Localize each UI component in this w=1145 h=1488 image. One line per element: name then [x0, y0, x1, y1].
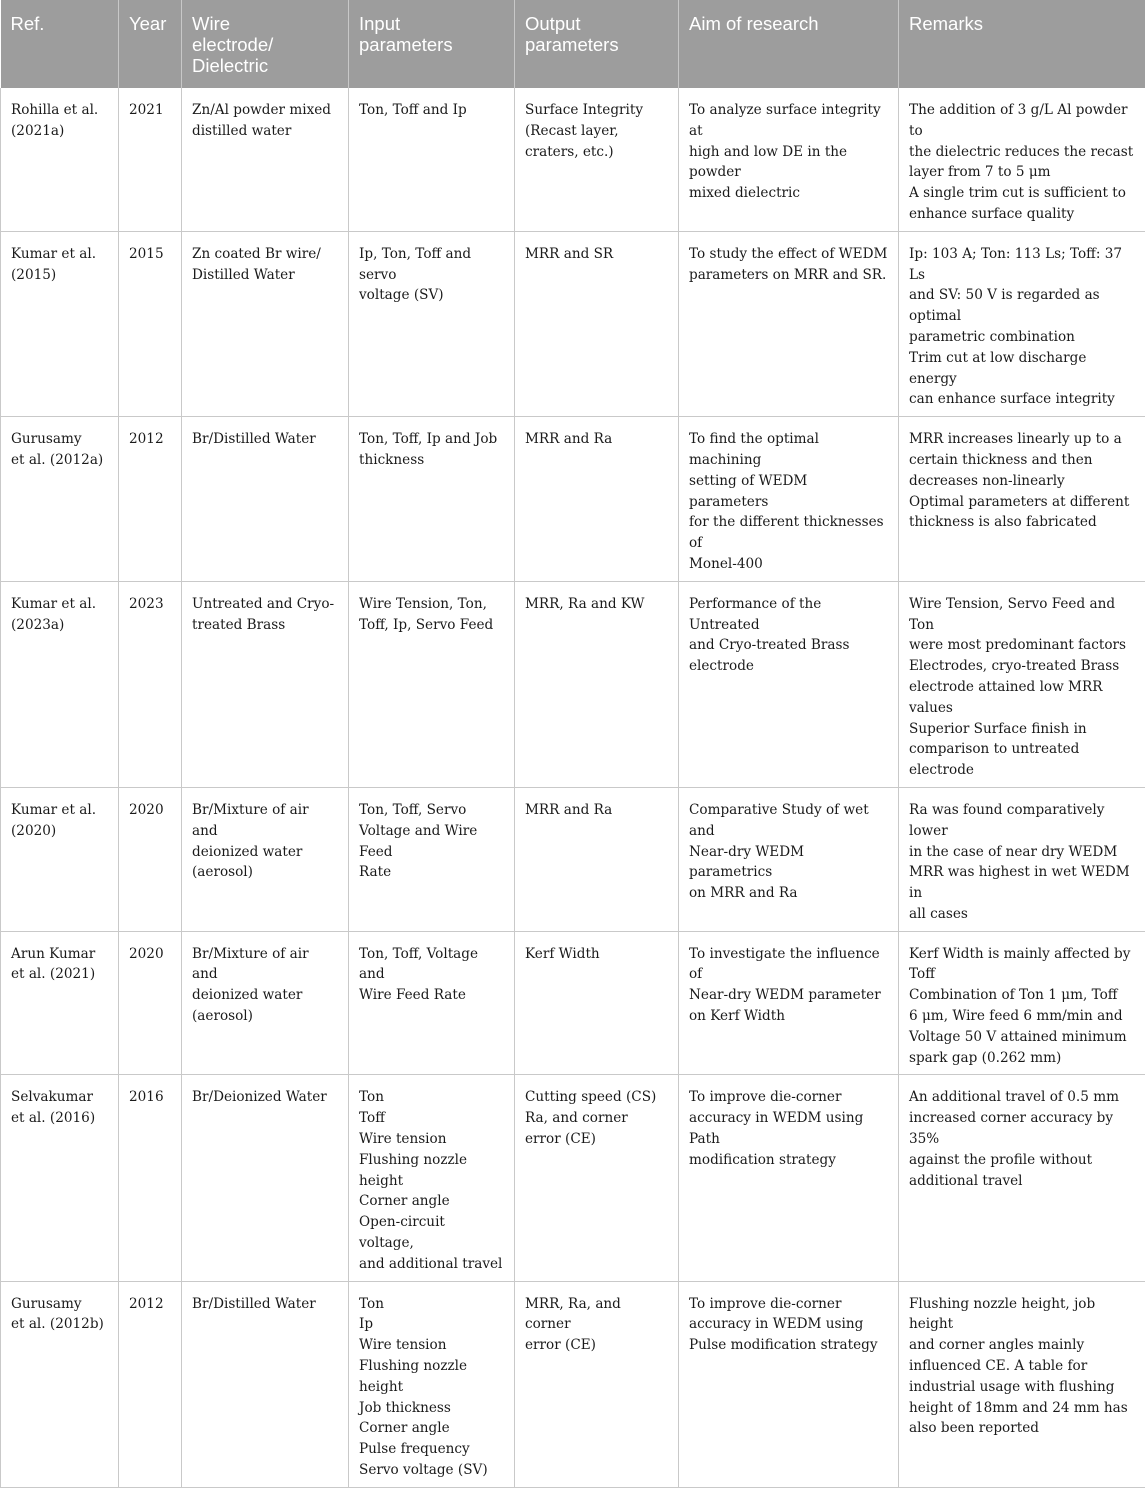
cell-remarks-line: were most predominant factors — [909, 635, 1135, 656]
cell-remarks-line: against the profile without — [909, 1150, 1135, 1171]
cell-aim-line: electrode — [689, 656, 888, 677]
cell-aim-line: Performance of the Untreated — [689, 594, 888, 636]
cell-remarks-line: decreases non-linearly — [909, 471, 1135, 492]
table-row — [1, 787, 1145, 931]
cell-input-parameters — [349, 417, 515, 582]
cell-input-parameters-line: Flushing nozzle height — [359, 1356, 504, 1398]
cell-aim — [679, 1075, 899, 1281]
cell-input-parameters-line: thickness — [359, 450, 504, 471]
cell-aim-line: accuracy in WEDM using Path — [689, 1108, 888, 1150]
cell-aim-line: Near-dry WEDM parameter — [689, 985, 888, 1006]
cell-remarks-line: An additional travel of 0.5 mm — [909, 1087, 1135, 1108]
cell-year — [119, 1075, 182, 1281]
cell-aim-line: high and low DE in the powder — [689, 142, 888, 184]
header-row — [1, 0, 1145, 88]
cell-remarks — [899, 931, 1145, 1075]
cell-remarks-line: increased corner accuracy by 35% — [909, 1108, 1135, 1150]
cell-aim — [679, 581, 899, 787]
cell-ref — [1, 417, 119, 582]
cell-remarks-line: certain thickness and then — [909, 450, 1135, 471]
cell-remarks-line: Optimal parameters at different — [909, 492, 1135, 513]
header-ref-line: Ref. — [11, 13, 109, 34]
cell-wire-dielectric — [182, 417, 349, 582]
cell-output-parameters — [515, 1281, 679, 1487]
cell-ref-line: (2021a) — [11, 121, 108, 142]
cell-wire-dielectric-line: Untreated and Cryo- — [192, 594, 338, 615]
cell-ref — [1, 581, 119, 787]
cell-ref-line: Gurusamy — [11, 429, 108, 450]
header-output — [515, 0, 679, 88]
cell-output-parameters — [515, 1075, 679, 1281]
cell-aim — [679, 787, 899, 931]
table-row — [1, 931, 1145, 1075]
cell-input-parameters-line: Wire Feed Rate — [359, 985, 504, 1006]
cell-remarks-line: Toff — [909, 964, 1135, 985]
header-remarks — [899, 0, 1145, 88]
cell-remarks-line: MRR increases linearly up to a — [909, 429, 1135, 450]
cell-ref-line: Selvakumar — [11, 1087, 108, 1108]
cell-input-parameters-line: Wire tension — [359, 1129, 504, 1150]
cell-aim — [679, 417, 899, 582]
cell-remarks-line: Combination of Ton 1 μm, Toff — [909, 985, 1135, 1006]
cell-year — [119, 931, 182, 1075]
cell-aim-line: on Kerf Width — [689, 1006, 888, 1027]
cell-remarks-line: additional travel — [909, 1171, 1135, 1192]
cell-input-parameters-line: and additional travel — [359, 1254, 504, 1275]
cell-ref-line: (2020) — [11, 821, 108, 842]
cell-ref — [1, 1281, 119, 1487]
cell-aim-line: Monel-400 — [689, 554, 888, 575]
cell-ref — [1, 1075, 119, 1281]
cell-output-parameters — [515, 787, 679, 931]
header-remarks-line: Remarks — [909, 13, 1136, 34]
cell-ref-line: Arun Kumar — [11, 944, 108, 965]
cell-input-parameters-line: Ip, Ton, Toff and servo — [359, 244, 504, 286]
cell-aim-line: Near-dry WEDM parametrics — [689, 842, 888, 884]
cell-aim-line: and Cryo-treated Brass — [689, 635, 888, 656]
cell-input-parameters — [349, 231, 515, 416]
cell-year-line: 2020 — [129, 944, 171, 965]
cell-ref-line: Kumar et al. — [11, 244, 108, 265]
cell-remarks-line: the dielectric reduces the recast — [909, 142, 1135, 163]
cell-remarks-line: Flushing nozzle height, job height — [909, 1294, 1135, 1336]
cell-input-parameters-line: Ton — [359, 1087, 504, 1108]
cell-remarks-line: Wire Tension, Servo Feed and Ton — [909, 594, 1135, 636]
cell-output-parameters — [515, 88, 679, 231]
cell-input-parameters-line: Wire Tension, Ton, — [359, 594, 504, 615]
cell-remarks-line: Voltage 50 V attained minimum — [909, 1027, 1135, 1048]
table-row — [1, 1075, 1145, 1281]
cell-aim-line: parameters on MRR and SR. — [689, 265, 888, 286]
table-row — [1, 417, 1145, 582]
cell-remarks — [899, 88, 1145, 231]
cell-remarks — [899, 787, 1145, 931]
cell-year-line: 2016 — [129, 1087, 171, 1108]
cell-input-parameters — [349, 1281, 515, 1487]
header-input-line: Input — [359, 13, 504, 34]
cell-year — [119, 1281, 182, 1487]
cell-ref-line: (2023a) — [11, 615, 108, 636]
cell-remarks-line: parametric combination — [909, 327, 1135, 348]
cell-remarks-line: in the case of near dry WEDM — [909, 842, 1135, 863]
cell-aim — [679, 231, 899, 416]
cell-year — [119, 581, 182, 787]
cell-wire-dielectric-line: (aerosol) — [192, 1006, 338, 1027]
cell-remarks-line: layer from 7 to 5 μm — [909, 162, 1135, 183]
cell-remarks-line: 6 μm, Wire feed 6 mm/min and — [909, 1006, 1135, 1027]
cell-remarks-line: thickness is also fabricated — [909, 512, 1135, 533]
cell-remarks-line: Ra was found comparatively lower — [909, 800, 1135, 842]
cell-wire-dielectric-line: Zn/Al powder mixed — [192, 100, 338, 121]
cell-wire-dielectric-line: Br/Distilled Water — [192, 1294, 338, 1315]
cell-remarks-line: Kerf Width is mainly affected by — [909, 944, 1135, 965]
cell-output-parameters-line: Kerf Width — [525, 944, 668, 965]
header-wire-line: Wire — [192, 13, 338, 34]
cell-ref-line: et al. (2021) — [11, 964, 108, 985]
header-year — [119, 0, 182, 88]
cell-output-parameters — [515, 417, 679, 582]
cell-ref-line: et al. (2016) — [11, 1108, 108, 1129]
header-output-line: Output — [525, 13, 668, 34]
cell-remarks-line: spark gap (0.262 mm) — [909, 1048, 1135, 1069]
cell-aim-line: To find the optimal machining — [689, 429, 888, 471]
cell-year-line: 2015 — [129, 244, 171, 265]
cell-input-parameters-line: Ton, Toff, Voltage and — [359, 944, 504, 986]
header-input-line: parameters — [359, 34, 504, 55]
table-row — [1, 1281, 1145, 1487]
cell-aim-line: mixed dielectric — [689, 183, 888, 204]
cell-output-parameters-line: error (CE) — [525, 1335, 668, 1356]
cell-ref-line: Rohilla et al. — [11, 100, 108, 121]
cell-input-parameters-line: Ton, Toff and Ip — [359, 100, 504, 121]
cell-input-parameters-line: Toff — [359, 1108, 504, 1129]
cell-input-parameters-line: Toff, Ip, Servo Feed — [359, 615, 504, 636]
cell-output-parameters-line: Ra, and corner — [525, 1108, 668, 1129]
cell-input-parameters — [349, 787, 515, 931]
cell-wire-dielectric — [182, 787, 349, 931]
cell-input-parameters — [349, 931, 515, 1075]
cell-aim-line: accuracy in WEDM using — [689, 1314, 888, 1335]
cell-remarks — [899, 581, 1145, 787]
cell-remarks-line: all cases — [909, 904, 1135, 925]
cell-remarks — [899, 231, 1145, 416]
cell-ref — [1, 231, 119, 416]
cell-remarks-line: Ip: 103 A; Ton: 113 Ls; Toff: 37 Ls — [909, 244, 1135, 286]
cell-output-parameters-line: error (CE) — [525, 1129, 668, 1150]
header-aim — [679, 0, 899, 88]
cell-input-parameters-line: voltage (SV) — [359, 285, 504, 306]
cell-output-parameters-line: craters, etc.) — [525, 142, 668, 163]
cell-input-parameters-line: Ton, Toff, Ip and Job — [359, 429, 504, 450]
cell-remarks-line: Trim cut at low discharge energy — [909, 348, 1135, 390]
cell-aim-line: To improve die-corner — [689, 1087, 888, 1108]
cell-input-parameters — [349, 1075, 515, 1281]
cell-wire-dielectric-line: distilled water — [192, 121, 338, 142]
cell-input-parameters-line: Open-circuit voltage, — [359, 1212, 504, 1254]
cell-aim-line: on MRR and Ra — [689, 883, 888, 904]
cell-aim-line: Pulse modification strategy — [689, 1335, 888, 1356]
cell-output-parameters-line: Surface Integrity — [525, 100, 668, 121]
cell-wire-dielectric — [182, 1075, 349, 1281]
cell-year — [119, 417, 182, 582]
header-year-line: Year — [129, 13, 171, 34]
header-ref — [1, 0, 119, 88]
cell-wire-dielectric-line: Br/Distilled Water — [192, 429, 338, 450]
cell-output-parameters — [515, 231, 679, 416]
header-aim-line: Aim of research — [689, 13, 888, 34]
cell-input-parameters-line: Job thickness — [359, 1398, 504, 1419]
cell-year-line: 2023 — [129, 594, 171, 615]
cell-aim-line: To study the effect of WEDM — [689, 244, 888, 265]
cell-year-line: 2021 — [129, 100, 171, 121]
cell-output-parameters-line: (Recast layer, — [525, 121, 668, 142]
cell-remarks-line: The addition of 3 g/L Al powder to — [909, 100, 1135, 142]
cell-ref — [1, 931, 119, 1075]
cell-wire-dielectric-line: Br/Deionized Water — [192, 1087, 338, 1108]
cell-year-line: 2012 — [129, 1294, 171, 1315]
cell-remarks-line: also been reported — [909, 1418, 1135, 1439]
cell-ref — [1, 787, 119, 931]
cell-wire-dielectric-line: Distilled Water — [192, 265, 338, 286]
cell-input-parameters-line: Servo voltage (SV) — [359, 1460, 504, 1481]
header-input — [349, 0, 515, 88]
cell-input-parameters-line: Rate — [359, 862, 504, 883]
cell-wire-dielectric — [182, 581, 349, 787]
cell-input-parameters-line: Voltage and Wire Feed — [359, 821, 504, 863]
cell-year — [119, 787, 182, 931]
cell-input-parameters-line: Ip — [359, 1314, 504, 1335]
cell-wire-dielectric-line: Br/Mixture of air and — [192, 800, 338, 842]
cell-input-parameters-line: Corner angle — [359, 1191, 504, 1212]
cell-wire-dielectric — [182, 88, 349, 231]
cell-ref-line: (2015) — [11, 265, 108, 286]
cell-year — [119, 88, 182, 231]
cell-input-parameters-line: Corner angle — [359, 1418, 504, 1439]
cell-wire-dielectric — [182, 231, 349, 416]
cell-ref-line: Kumar et al. — [11, 800, 108, 821]
cell-input-parameters — [349, 581, 515, 787]
header-wire — [182, 0, 349, 88]
cell-remarks — [899, 1281, 1145, 1487]
cell-year-line: 2020 — [129, 800, 171, 821]
cell-input-parameters-line: Ton, Toff, Servo — [359, 800, 504, 821]
cell-wire-dielectric-line: treated Brass — [192, 615, 338, 636]
cell-aim-line: for the different thicknesses of — [689, 512, 888, 554]
cell-year-line: 2012 — [129, 429, 171, 450]
cell-remarks-line: height of 18mm and 24 mm has — [909, 1398, 1135, 1419]
cell-remarks — [899, 1075, 1145, 1281]
cell-remarks-line: A single trim cut is sufficient to — [909, 183, 1135, 204]
cell-input-parameters-line: Pulse frequency — [359, 1439, 504, 1460]
cell-remarks-line: comparison to untreated electrode — [909, 739, 1135, 781]
cell-aim — [679, 931, 899, 1075]
header-wire-line: electrode/ — [192, 34, 338, 55]
table-body — [1, 88, 1145, 1487]
cell-input-parameters-line: Ton — [359, 1294, 504, 1315]
cell-aim — [679, 88, 899, 231]
cell-wire-dielectric-line: Zn coated Br wire/ — [192, 244, 338, 265]
cell-aim — [679, 1281, 899, 1487]
cell-output-parameters — [515, 581, 679, 787]
header-output-line: parameters — [525, 34, 668, 55]
cell-remarks-line: industrial usage with flushing — [909, 1377, 1135, 1398]
cell-remarks-line: Superior Surface finish in — [909, 719, 1135, 740]
cell-aim-line: modification strategy — [689, 1150, 888, 1171]
cell-aim-line: To investigate the influence of — [689, 944, 888, 986]
cell-ref-line: Kumar et al. — [11, 594, 108, 615]
cell-remarks-line: Electrodes, cryo-treated Brass — [909, 656, 1135, 677]
cell-aim-line: To analyze surface integrity at — [689, 100, 888, 142]
cell-output-parameters-line: MRR and SR — [525, 244, 668, 265]
cell-input-parameters — [349, 88, 515, 231]
cell-remarks-line: influenced CE. A table for — [909, 1356, 1135, 1377]
cell-wire-dielectric-line: (aerosol) — [192, 862, 338, 883]
cell-input-parameters-line: Flushing nozzle height — [359, 1150, 504, 1192]
cell-remarks-line: and corner angles mainly — [909, 1335, 1135, 1356]
cell-input-parameters-line: Wire tension — [359, 1335, 504, 1356]
cell-wire-dielectric-line: Br/Mixture of air and — [192, 944, 338, 986]
cell-aim-line: setting of WEDM parameters — [689, 471, 888, 513]
cell-wire-dielectric-line: deionized water — [192, 985, 338, 1006]
cell-output-parameters-line: Cutting speed (CS) — [525, 1087, 668, 1108]
cell-output-parameters-line: MRR and Ra — [525, 429, 668, 450]
table-row — [1, 231, 1145, 416]
table-row — [1, 88, 1145, 231]
cell-output-parameters-line: MRR, Ra, and corner — [525, 1294, 668, 1336]
header-wire-line: Dielectric — [192, 55, 338, 76]
table-row — [1, 581, 1145, 787]
cell-ref-line: et al. (2012b) — [11, 1314, 108, 1335]
cell-ref-line: et al. (2012a) — [11, 450, 108, 471]
cell-remarks-line: enhance surface quality — [909, 204, 1135, 225]
cell-output-parameters-line: MRR and Ra — [525, 800, 668, 821]
table-header — [1, 0, 1145, 88]
cell-aim-line: Comparative Study of wet and — [689, 800, 888, 842]
cell-output-parameters — [515, 931, 679, 1075]
cell-remarks-line: and SV: 50 V is regarded as optimal — [909, 285, 1135, 327]
cell-remarks-line: can enhance surface integrity — [909, 389, 1135, 410]
cell-ref — [1, 88, 119, 231]
cell-aim-line: To improve die-corner — [689, 1294, 888, 1315]
cell-output-parameters-line: MRR, Ra and KW — [525, 594, 668, 615]
cell-wire-dielectric — [182, 1281, 349, 1487]
cell-year — [119, 231, 182, 416]
cell-remarks — [899, 417, 1145, 582]
cell-remarks-line: MRR was highest in wet WEDM in — [909, 862, 1135, 904]
cell-wire-dielectric-line: deionized water — [192, 842, 338, 863]
cell-wire-dielectric — [182, 931, 349, 1075]
cell-ref-line: Gurusamy — [11, 1294, 108, 1315]
cell-remarks-line: electrode attained low MRR values — [909, 677, 1135, 719]
